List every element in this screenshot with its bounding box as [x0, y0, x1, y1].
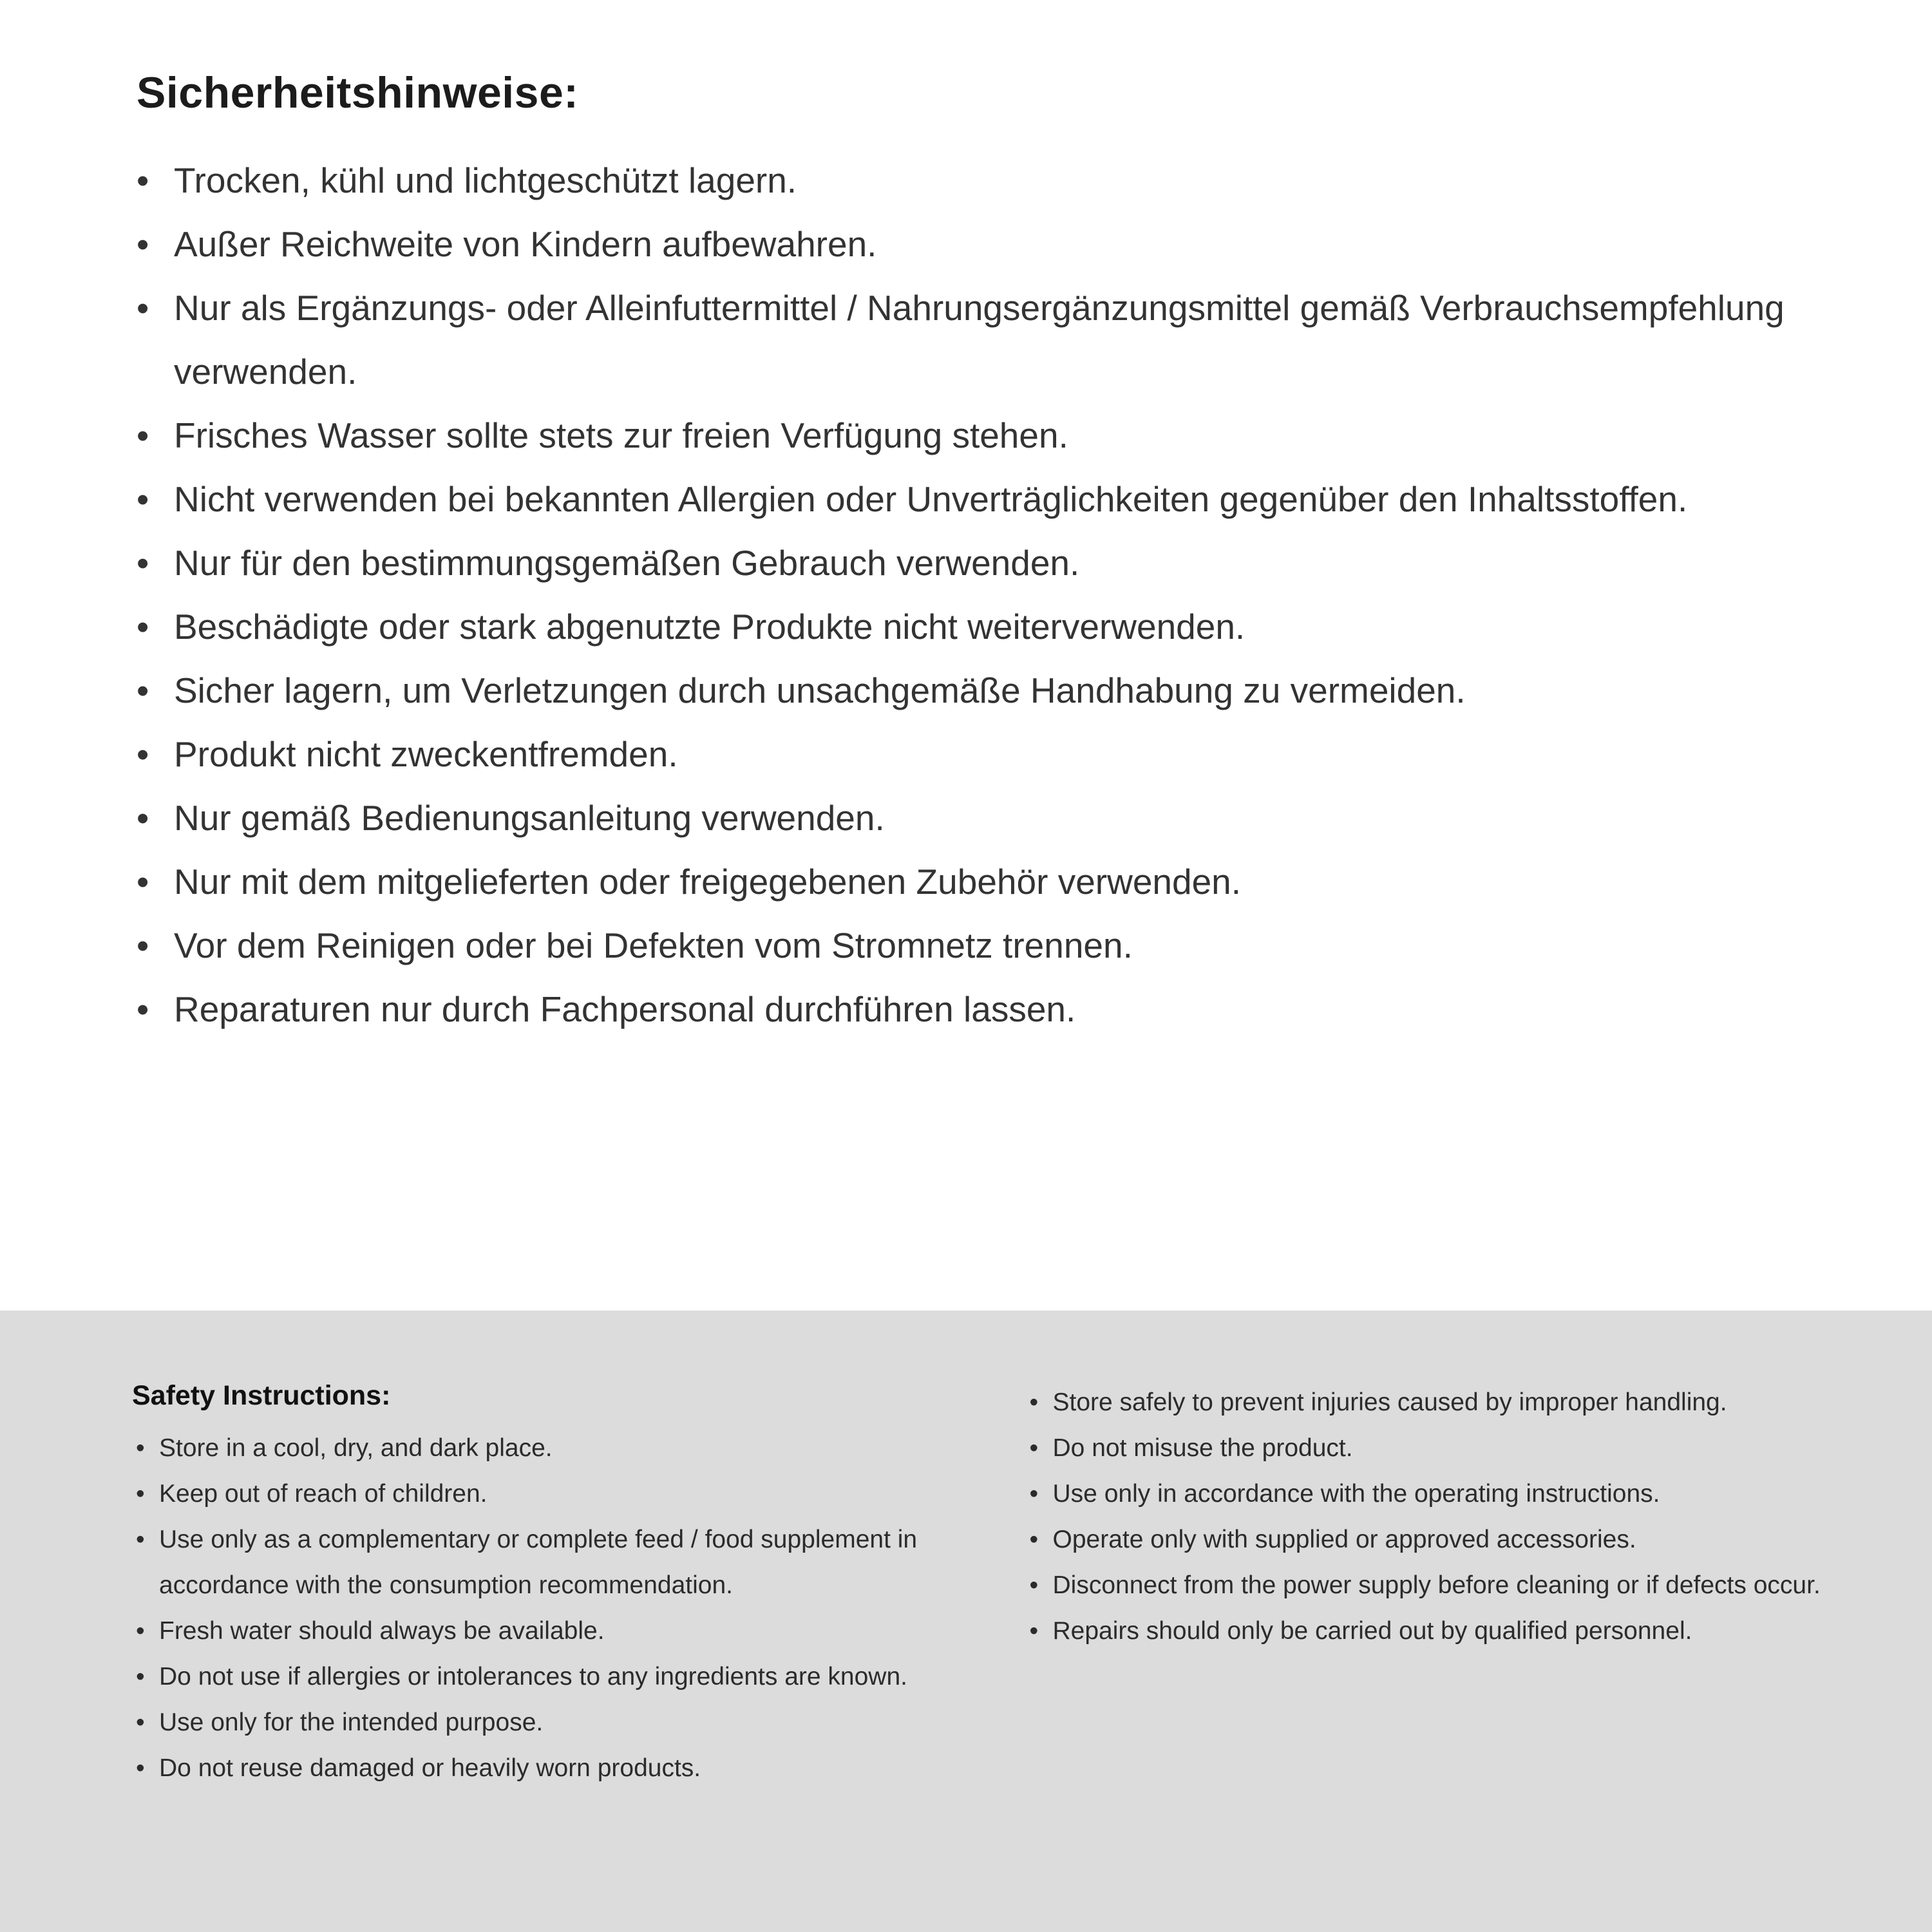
english-left-column: [132, 1380, 949, 1932]
list-item: • Do not use if allergies or intolerances to any ingredients are known.: [132, 1654, 949, 1700]
list-item: • Außer Reichweite von Kindern aufbewahren.: [137, 213, 1842, 276]
list-item: • Nicht verwenden bei bekannten Allergien oder Unverträglichkeiten gegenüber den Inhaltsstoffen.: [137, 468, 1842, 531]
list-item: • Use only as a complementary or complete feed / food supplement in accordance with the consumption recommendation.: [132, 1517, 949, 1609]
list-item: • Trocken, kühl und lichtgeschützt lagern.: [137, 149, 1842, 213]
list-item: • Store safely to prevent injuries caused by improper handling.: [1026, 1380, 1842, 1426]
list-item: • Disconnect from the power supply before cleaning or if defects occur.: [1026, 1563, 1842, 1609]
list-item: • Operate only with supplied or approved accessories.: [1026, 1517, 1842, 1563]
list-item: • Use only for the intended purpose.: [132, 1700, 949, 1746]
list-item: • Fresh water should always be available.: [132, 1609, 949, 1654]
list-item: • Sicher lagern, um Verletzungen durch unsachgemäße Handhabung zu vermeiden.: [137, 659, 1842, 723]
english-safety-section: [0, 1311, 1932, 1932]
english-section-title: Safety Instructions:: [132, 1380, 391, 1411]
list-item: • Nur gemäß Bedienungsanleitung verwenden.: [137, 786, 1842, 850]
list-item: • Do not misuse the product.: [1026, 1426, 1842, 1472]
list-item: • Use only in accordance with the operating instructions.: [1026, 1472, 1842, 1517]
list-item: • Keep out of reach of children.: [132, 1472, 949, 1517]
english-right-column: [1026, 1380, 1842, 1932]
list-item: • Nur als Ergänzungs- oder Alleinfuttermittel / Nahrungsergänzungsmittel gemäß Verbrauchsempfehlung verwenden.: [137, 276, 1842, 404]
german-section-title: Sicherheitshinweise:: [137, 68, 579, 117]
list-item: • Store in a cool, dry, and dark place.: [132, 1426, 949, 1472]
list-item: • Reparaturen nur durch Fachpersonal durchführen lassen.: [137, 978, 1842, 1041]
english-safety-list-left: [132, 1426, 949, 1792]
german-safety-list: [137, 149, 1842, 1041]
list-item: • Vor dem Reinigen oder bei Defekten vom Stromnetz trennen.: [137, 914, 1842, 978]
list-item: • Nur mit dem mitgelieferten oder freigegebenen Zubehör verwenden.: [137, 850, 1842, 914]
list-item: • Repairs should only be carried out by qualified personnel.: [1026, 1609, 1842, 1654]
list-item: • Do not reuse damaged or heavily worn products.: [132, 1746, 949, 1792]
list-item: • Produkt nicht zweckentfremden.: [137, 723, 1842, 786]
english-safety-list-right: [1026, 1380, 1842, 1654]
list-item: • Frisches Wasser sollte stets zur freien Verfügung stehen.: [137, 404, 1842, 468]
list-item: • Nur für den bestimmungsgemäßen Gebrauch verwenden.: [137, 531, 1842, 595]
list-item: • Beschädigte oder stark abgenutzte Produkte nicht weiterverwenden.: [137, 595, 1842, 659]
